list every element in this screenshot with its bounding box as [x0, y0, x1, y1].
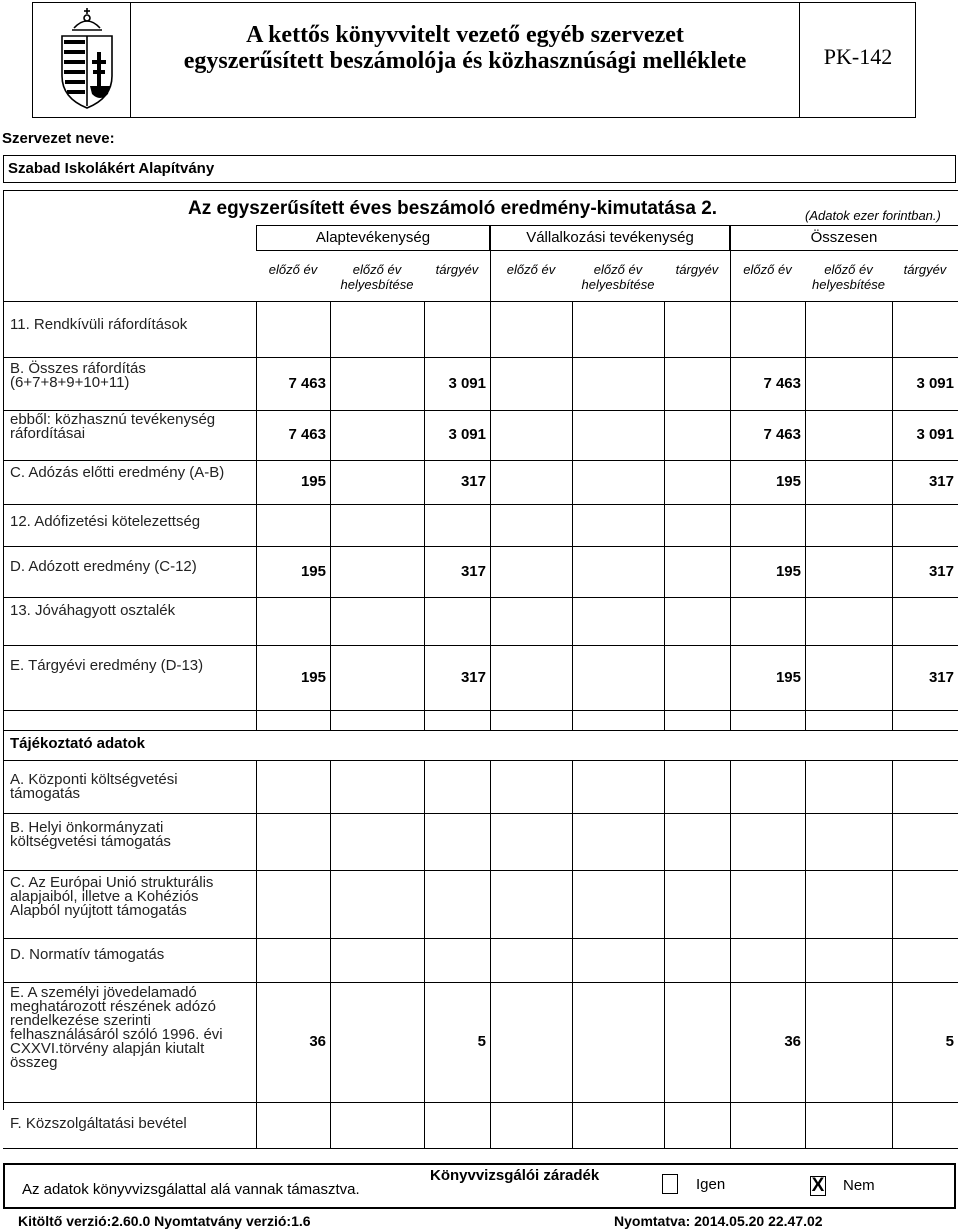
info-row-cell[interactable] — [731, 814, 804, 869]
row-value-curr: 317 — [460, 473, 486, 490]
info-row-label — [10, 1117, 250, 1131]
info-row-cell[interactable] — [425, 871, 489, 937]
row-value-tot_prev: 195 — [775, 669, 801, 686]
column-header-curr — [664, 262, 730, 277]
column-header-curr — [424, 262, 490, 277]
column-header-text: tárgyév — [675, 262, 719, 277]
row-label — [10, 604, 250, 618]
row-value-curr: 317 — [460, 563, 486, 580]
audit-no-label: Nem — [843, 1177, 875, 1194]
group-label-total: Összesen — [810, 229, 878, 246]
info-row-label-line: rendelkezése szerinti — [10, 1012, 151, 1029]
row-cell[interactable] — [491, 358, 571, 409]
row-value-curr: 3 091 — [448, 426, 486, 443]
row-cell[interactable] — [806, 411, 891, 459]
column-header-corr-line1: előző év — [593, 262, 643, 277]
organization-label: Szervezet neve: — [2, 130, 115, 147]
info-row-label-line: F. Közszolgáltatási bevétel — [10, 1115, 187, 1132]
row-rule — [3, 1148, 958, 1149]
row-cell[interactable] — [806, 505, 891, 545]
info-row-cell[interactable] — [806, 1103, 891, 1147]
row-cell[interactable] — [893, 302, 957, 356]
row-value-prev: 7 463 — [288, 375, 326, 392]
row-cell[interactable] — [331, 505, 423, 545]
info-row-label-line: alapjaiból, illetve a Kohéziós — [10, 888, 199, 905]
row-cell[interactable] — [257, 598, 329, 644]
column-header-corr-line1: előző év — [824, 262, 873, 277]
row-cell[interactable] — [731, 505, 804, 545]
row-label — [10, 362, 250, 390]
column-header-text: tárgyév — [903, 262, 947, 277]
info-row-cell[interactable] — [257, 761, 329, 812]
row-label — [10, 318, 250, 332]
info-row-cell[interactable] — [425, 1103, 489, 1147]
column-header-curr — [892, 262, 958, 277]
row-value-tot_prev: 195 — [775, 473, 801, 490]
info-row-cell[interactable] — [425, 761, 489, 812]
info-row-label-line: D. Normatív támogatás — [10, 946, 165, 963]
row-cell[interactable] — [573, 302, 663, 356]
table-left-border — [3, 190, 4, 1110]
row-cell[interactable] — [806, 461, 891, 503]
row-value-tot_curr: 317 — [928, 473, 954, 490]
info-band-line — [664, 710, 665, 730]
row-cell[interactable] — [331, 646, 423, 709]
info-row-label-line: felhasználásáról szóló 1996. évi — [10, 1026, 223, 1043]
row-label-line: D. Adózott eredmény (C-12) — [10, 558, 197, 575]
row-cell[interactable] — [491, 302, 571, 356]
info-row-cell[interactable] — [257, 871, 329, 937]
row-value-curr: 3 091 — [448, 375, 486, 392]
row-value-prev: 7 463 — [288, 426, 326, 443]
info-row-cell[interactable] — [665, 1103, 729, 1147]
row-value-tot_prev: 7 463 — [763, 426, 801, 443]
info-row-cell[interactable] — [665, 939, 729, 981]
row-label-line: 13. Jóváhagyott osztalék — [10, 602, 176, 619]
info-band-rule — [3, 730, 958, 731]
row-cell[interactable] — [806, 302, 891, 356]
info-row-cell[interactable] — [491, 871, 571, 937]
info-row-value-tot_curr: 5 — [945, 1033, 954, 1050]
audit-no-checkbox[interactable] — [810, 1176, 826, 1196]
table-top-border — [3, 190, 958, 191]
row-rule — [3, 710, 958, 711]
group-label-base: Alaptevékenység — [315, 229, 431, 246]
print-date: Nyomtatva: 2014.05.20 22.47.02 — [614, 1213, 823, 1229]
info-band-line — [805, 710, 806, 730]
row-label-line: B. Összes ráfordítás — [10, 360, 146, 377]
row-cell[interactable] — [573, 505, 663, 545]
audit-no-check-mark: X — [811, 1175, 825, 1196]
row-cell[interactable] — [491, 547, 571, 596]
info-row-label-line: meghatározott részének adózó — [10, 998, 216, 1015]
row-value-prev: 195 — [300, 669, 326, 686]
info-row-value-curr: 5 — [477, 1033, 486, 1050]
row-cell[interactable] — [665, 547, 729, 596]
row-label-line: 11. Rendkívüli ráfordítások — [10, 316, 188, 333]
version-info: Kitöltő verzió:2.60.0 Nyomtatvány verzió:1.6 — [18, 1213, 311, 1229]
column-header-corr — [805, 262, 892, 292]
form-title-line2: egyszerűsített beszámolója és közhasznúsági melléklete — [183, 48, 747, 74]
row-cell[interactable] — [665, 598, 729, 644]
info-row-cell[interactable] — [731, 939, 804, 981]
row-label — [10, 466, 250, 480]
column-header-prev — [730, 262, 805, 277]
info-row-cell[interactable] — [331, 871, 423, 937]
info-band-line — [424, 710, 425, 730]
info-row-cell[interactable] — [806, 761, 891, 812]
row-cell[interactable] — [665, 646, 729, 709]
info-row-label-line: összeg — [10, 1054, 58, 1071]
info-band-line — [256, 710, 257, 730]
info-row-cell[interactable] — [573, 761, 663, 812]
column-header-text: előző év — [506, 262, 556, 277]
row-cell[interactable] — [491, 461, 571, 503]
row-cell[interactable] — [491, 598, 571, 644]
info-band-line — [892, 710, 893, 730]
row-cell[interactable] — [573, 598, 663, 644]
row-label-line: 12. Adófizetési kötelezettség — [10, 513, 201, 530]
row-cell[interactable] — [257, 302, 329, 356]
info-row-cell[interactable] — [806, 939, 891, 981]
info-row-cell[interactable] — [731, 1103, 804, 1147]
row-value-prev: 195 — [300, 473, 326, 490]
row-cell[interactable] — [806, 358, 891, 409]
organization-name: Szabad Iskolákért Alapítvány — [8, 160, 215, 177]
group-label-business: Vállalkozási tevékenység — [526, 229, 694, 246]
row-cell[interactable] — [665, 302, 729, 356]
row-cell[interactable] — [573, 358, 663, 409]
row-cell[interactable] — [893, 505, 957, 545]
info-row-value-tot_prev: 36 — [784, 1033, 801, 1050]
row-cell[interactable] — [331, 358, 423, 409]
info-row-cell[interactable] — [806, 983, 891, 1101]
info-row-cell[interactable] — [573, 814, 663, 869]
column-header-corr-line2: helyesbítése — [812, 277, 885, 292]
row-cell[interactable] — [491, 505, 571, 545]
column-header-text: előző év — [743, 262, 792, 277]
info-row-cell[interactable] — [257, 939, 329, 981]
info-row-label — [10, 876, 250, 918]
info-row-cell[interactable] — [573, 983, 663, 1101]
info-row-label — [10, 821, 250, 849]
row-cell[interactable] — [806, 646, 891, 709]
column-header-corr — [572, 262, 664, 292]
info-row-cell[interactable] — [425, 814, 489, 869]
hungarian-coat-of-arms-icon — [52, 6, 122, 112]
row-cell[interactable] — [665, 411, 729, 459]
info-band-line — [730, 710, 731, 730]
info-row-cell[interactable] — [257, 1103, 329, 1147]
info-row-cell[interactable] — [806, 871, 891, 937]
row-label-line: ráfordításai — [10, 425, 86, 442]
column-header-text: előző év — [268, 262, 318, 277]
info-row-label-line: A. Központi költségvetési — [10, 771, 178, 788]
info-row-cell[interactable] — [665, 983, 729, 1101]
units-note: (Adatok ezer forintban.) — [805, 208, 941, 223]
audit-question: Az adatok könyvvizsgálattal alá vannak támasztva. — [22, 1181, 360, 1198]
info-row-label-line: költségvetési támogatás — [10, 833, 171, 850]
row-value-tot_prev: 7 463 — [763, 375, 801, 392]
info-band-line — [330, 710, 331, 730]
row-cell[interactable] — [806, 598, 891, 644]
info-row-value-prev: 36 — [309, 1033, 326, 1050]
row-value-tot_curr: 3 091 — [916, 426, 954, 443]
info-row-label-line: C. Az Európai Unió strukturális — [10, 874, 214, 891]
row-cell[interactable] — [806, 547, 891, 596]
row-cell[interactable] — [331, 411, 423, 459]
row-cell[interactable] — [665, 461, 729, 503]
row-cell[interactable] — [331, 598, 423, 644]
info-row-cell[interactable] — [893, 761, 957, 812]
info-band-line — [490, 710, 491, 730]
row-value-tot_curr: 3 091 — [916, 375, 954, 392]
column-header-corr-line2: helyesbítése — [581, 277, 655, 292]
column-header-corr-line2: helyesbítése — [340, 277, 414, 292]
info-row-cell[interactable] — [893, 871, 957, 937]
audit-yes-checkbox[interactable] — [662, 1174, 678, 1194]
row-cell[interactable] — [665, 505, 729, 545]
row-cell[interactable] — [331, 547, 423, 596]
info-row-cell[interactable] — [573, 939, 663, 981]
info-row-label-line: CXXVI.törvény alapján kiutalt — [10, 1040, 205, 1057]
info-title: Tájékoztató adatok — [10, 735, 146, 752]
row-value-tot_curr: 317 — [928, 669, 954, 686]
info-row-cell[interactable] — [806, 814, 891, 869]
info-row-cell[interactable] — [573, 871, 663, 937]
info-row-cell[interactable] — [491, 761, 571, 812]
column-header-prev — [490, 262, 572, 277]
form-code: PK-142 — [823, 44, 893, 69]
info-row-cell[interactable] — [893, 1103, 957, 1147]
info-row-cell[interactable] — [331, 983, 423, 1101]
row-label — [10, 659, 250, 673]
info-row-cell[interactable] — [665, 761, 729, 812]
header-column-line — [730, 225, 731, 301]
info-row-label-line: támogatás — [10, 785, 81, 802]
row-cell[interactable] — [425, 505, 489, 545]
column-header-corr-line1: előző év — [352, 262, 402, 277]
info-row-label-line: Alapból nyújtott támogatás — [10, 902, 187, 919]
info-row-label — [10, 986, 250, 1070]
info-row-cell[interactable] — [257, 814, 329, 869]
info-row-cell[interactable] — [893, 814, 957, 869]
row-cell[interactable] — [731, 598, 804, 644]
row-cell[interactable] — [573, 646, 663, 709]
row-cell[interactable] — [491, 646, 571, 709]
form-title — [130, 22, 800, 74]
row-value-tot_curr: 317 — [928, 563, 954, 580]
info-row-cell[interactable] — [491, 1103, 571, 1147]
info-row-cell[interactable] — [425, 939, 489, 981]
info-row-cell[interactable] — [665, 871, 729, 937]
info-row-cell[interactable] — [491, 814, 571, 869]
audit-yes-label: Igen — [696, 1176, 726, 1193]
row-cell[interactable] — [573, 547, 663, 596]
row-cell[interactable] — [257, 505, 329, 545]
row-cell[interactable] — [425, 302, 489, 356]
info-row-cell[interactable] — [893, 939, 957, 981]
row-cell[interactable] — [731, 302, 804, 356]
info-row-label — [10, 948, 250, 962]
info-row-cell[interactable] — [331, 939, 423, 981]
row-label — [10, 413, 250, 441]
row-value-curr: 317 — [460, 669, 486, 686]
row-cell[interactable] — [491, 411, 571, 459]
row-label — [10, 515, 250, 529]
column-header-corr — [330, 262, 424, 292]
info-row-cell[interactable] — [331, 761, 423, 812]
row-cell[interactable] — [331, 302, 423, 356]
info-row-cell[interactable] — [665, 814, 729, 869]
info-row-cell[interactable] — [491, 939, 571, 981]
row-value-tot_prev: 195 — [775, 563, 801, 580]
info-row-label — [10, 773, 250, 801]
row-label-line: C. Adózás előtti eredmény (A-B) — [10, 464, 225, 481]
row-cell[interactable] — [425, 598, 489, 644]
row-value-prev: 195 — [300, 563, 326, 580]
info-row-cell[interactable] — [491, 983, 571, 1101]
info-row-label-line: B. Helyi önkormányzati — [10, 819, 164, 836]
row-label-line: (6+7+8+9+10+11) — [10, 374, 130, 391]
column-header-text: tárgyév — [435, 262, 479, 277]
info-row-cell[interactable] — [331, 814, 423, 869]
info-row-cell[interactable] — [573, 1103, 663, 1147]
info-row-cell[interactable] — [731, 871, 804, 937]
row-label — [10, 560, 250, 574]
row-cell[interactable] — [573, 461, 663, 503]
info-band-line — [572, 710, 573, 730]
info-row-label-line: E. A személyi jövedelamadó — [10, 984, 197, 1001]
form-title-line1: A kettős könyvvitelt vezető egyéb szervezet — [246, 22, 684, 48]
row-cell[interactable] — [893, 598, 957, 644]
row-label-line: E. Tárgyévi eredmény (D-13) — [10, 657, 204, 674]
header-column-line — [490, 225, 491, 301]
row-cell[interactable] — [331, 461, 423, 503]
column-header-prev — [256, 262, 330, 277]
row-cell[interactable] — [573, 411, 663, 459]
audit-title: Könyvvizsgálói záradék — [430, 1167, 600, 1184]
statement-title: Az egyszerűsített éves beszámoló eredmény-kimutatása 2. — [188, 198, 718, 219]
row-label-line: ebből: közhasznú tevékenység — [10, 411, 216, 428]
info-row-cell[interactable] — [731, 761, 804, 812]
info-row-cell[interactable] — [331, 1103, 423, 1147]
row-cell[interactable] — [665, 358, 729, 409]
